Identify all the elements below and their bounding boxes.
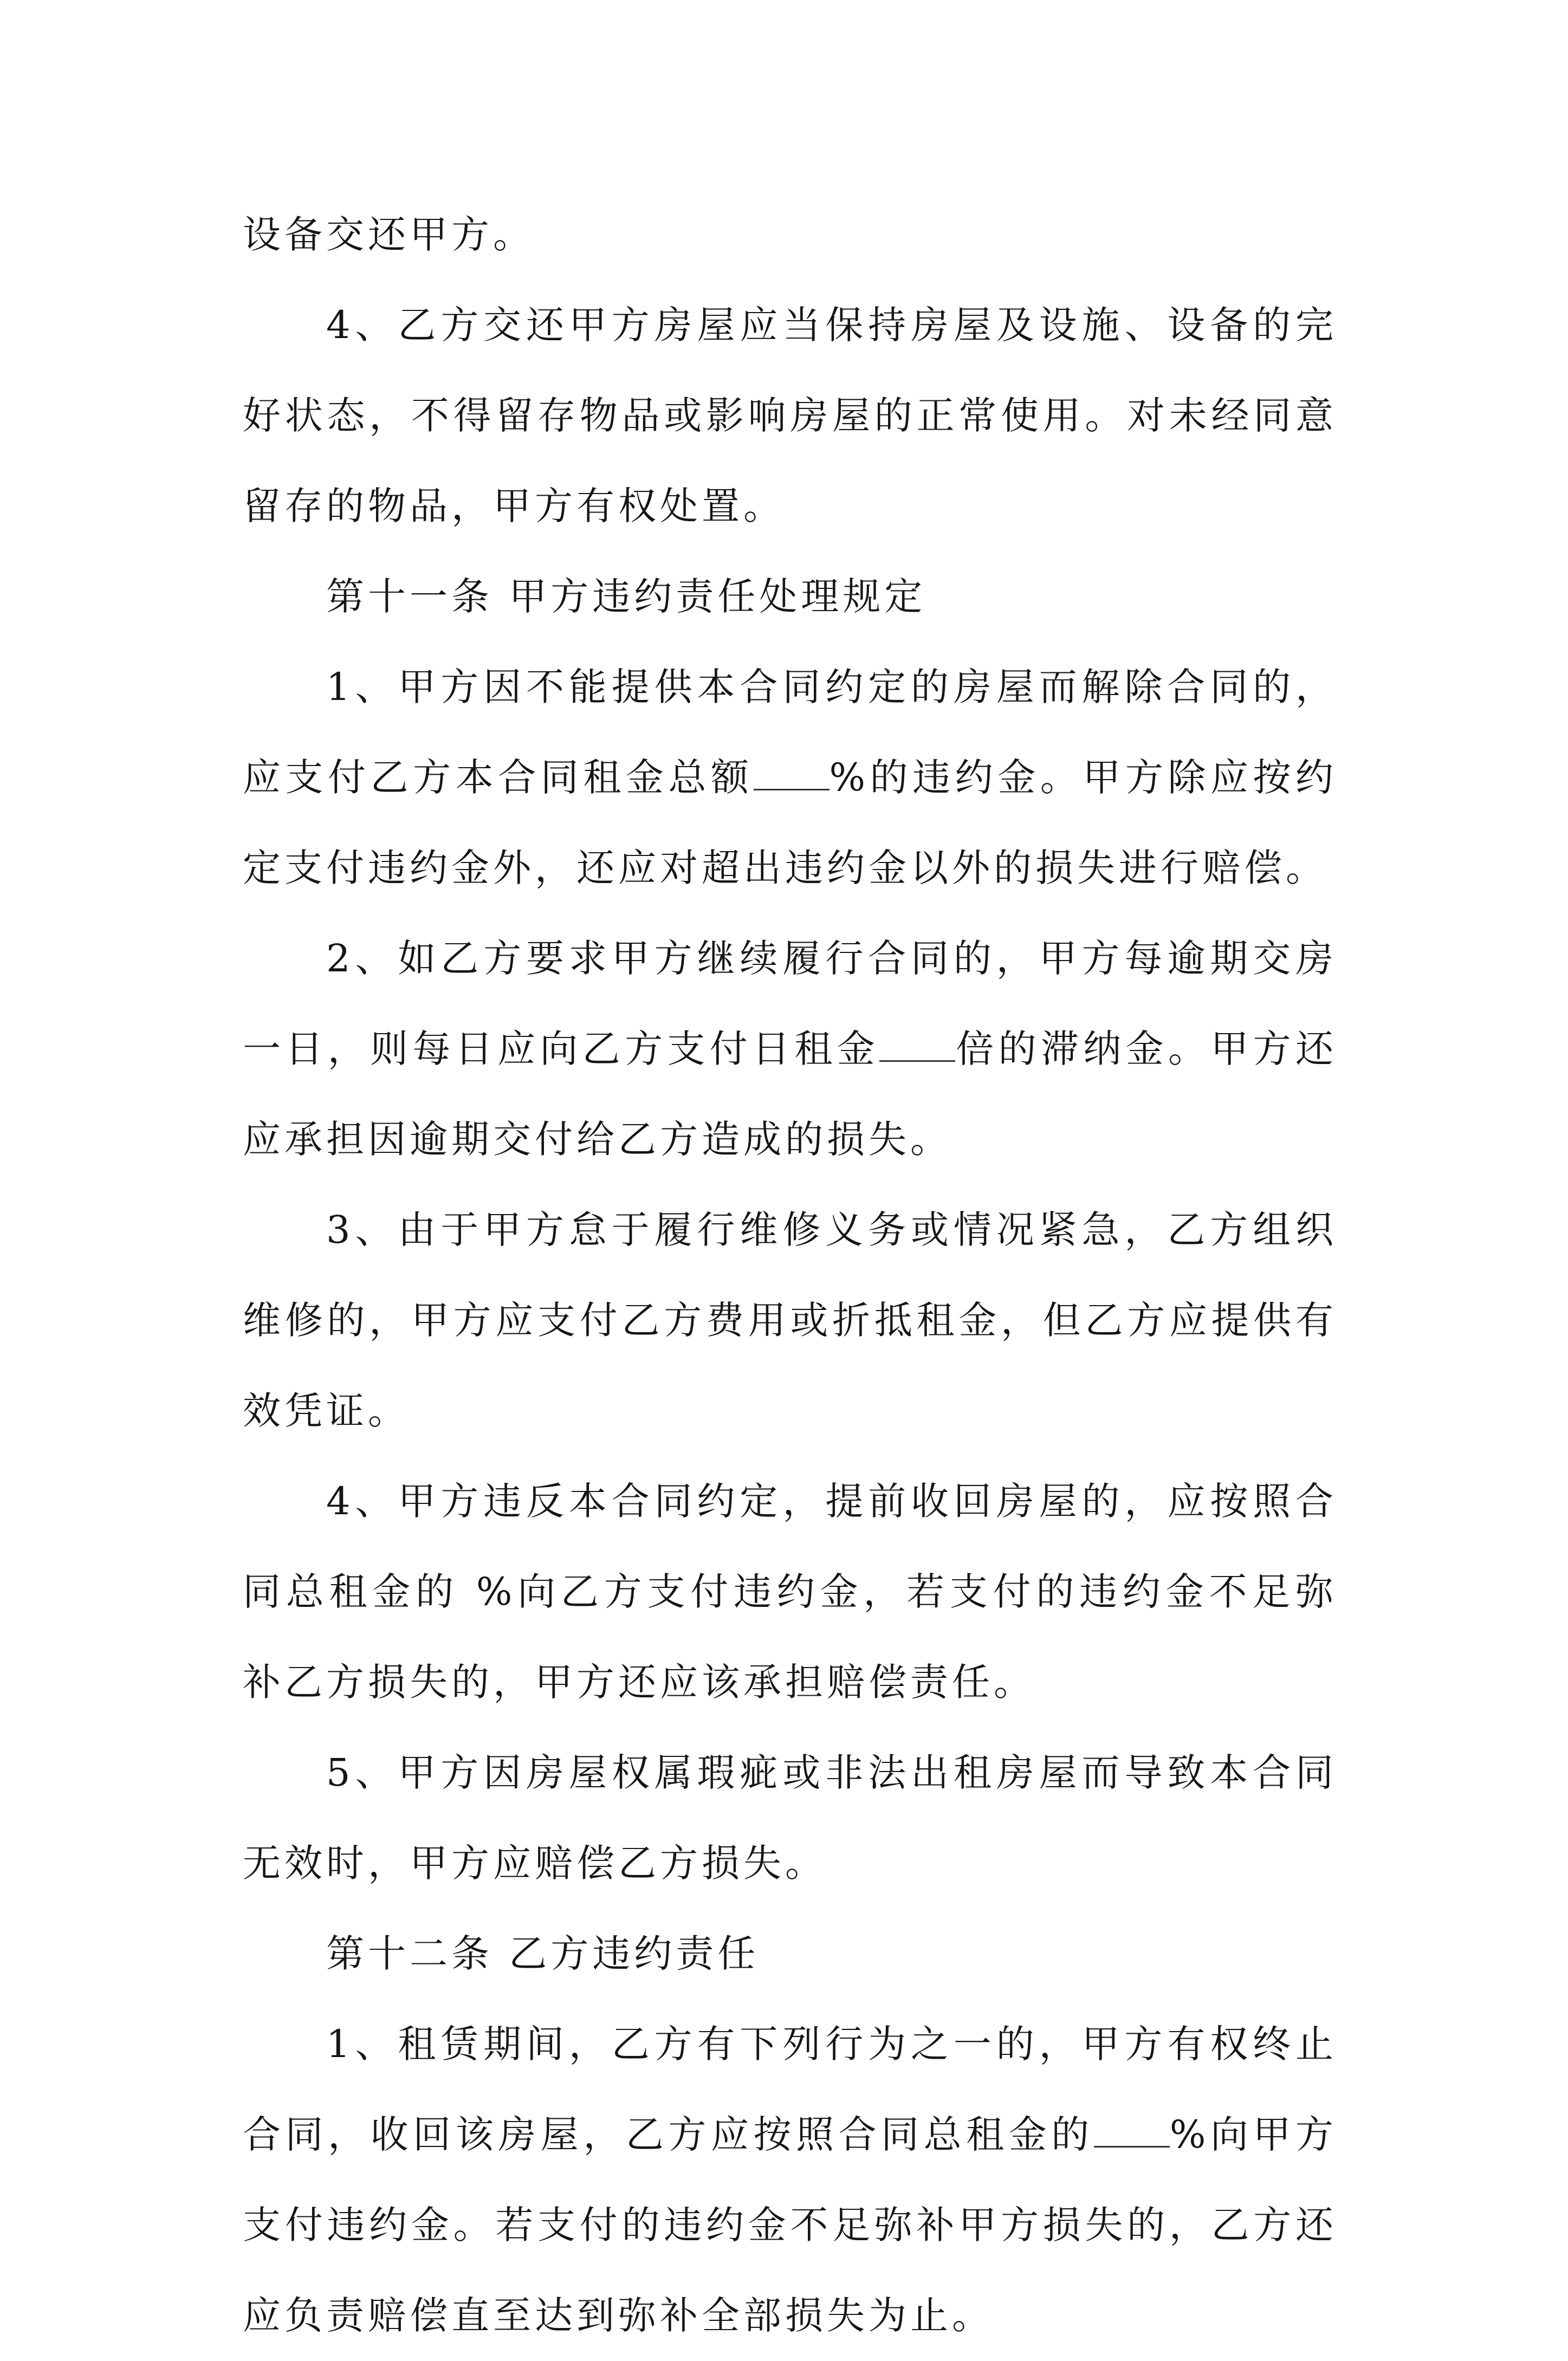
- heading-text: 第十一条 甲方违约责任处理规定: [326, 574, 926, 619]
- fill-in-blank: [1094, 2116, 1170, 2148]
- document-body: [243, 190, 1337, 2361]
- paragraph-text: 5、甲方因房屋权属瑕疵或非法出租房屋而导致本合同无效时，甲方应赔偿乙方损失。: [243, 1750, 1337, 1885]
- heading-text: 第十二条 乙方违约责任: [326, 1931, 760, 1976]
- paragraph-text-before-blank: 2、如乙方要求甲方继续履行合同的，甲方每逾期交房一日，则每日应向乙方支付日租金: [243, 936, 1337, 1071]
- paragraph-text-before-blank: 1、租赁期间，乙方有下列行为之一的，甲方有权终止合同，收回该房屋，乙方应按照合同总租金的: [243, 2022, 1337, 2157]
- paragraph-clause-11-5: [243, 1728, 1337, 1909]
- article-11-heading: [243, 552, 1337, 642]
- paragraph-clause-11-1: [243, 642, 1337, 913]
- article-12-heading: [243, 1909, 1337, 1999]
- paragraph-clause-11-3: [243, 1185, 1337, 1456]
- fill-in-blank: [754, 758, 830, 790]
- paragraph-text: 4、乙方交还甲方房屋应当保持房屋及设施、设备的完好状态，不得留存物品或影响房屋的正常使用。对未经同意留存的物品，甲方有权处置。: [243, 303, 1337, 528]
- paragraph-clause-11-2: [243, 913, 1337, 1185]
- paragraph-clause-10-4: [243, 280, 1337, 552]
- paragraph-continuation: [243, 190, 1337, 280]
- paragraph-text-after-blank: %的违约金。甲方除应按约定支付违约金外，还应对超出违约金以外的损失进行赔偿。: [243, 755, 1337, 890]
- paragraph-clause-12-1: [243, 1999, 1337, 2361]
- paragraph-text: 设备交还甲方。: [243, 212, 535, 257]
- paragraph-text: 3、由于甲方怠于履行维修义务或情况紧急，乙方组织维修的，甲方应支付乙方费用或折抵租金，但乙方应提供有效凭证。: [243, 1208, 1337, 1433]
- paragraph-text: 4、甲方违反本合同约定，提前收回房屋的，应按照合同总租金的 %向乙方支付违约金，若支付的违约金不足弥补乙方损失的，甲方还应该承担赔偿责任。: [243, 1479, 1337, 1704]
- paragraph-text-after-blank: 倍的滞纳金。甲方还应承担因逾期交付给乙方造成的损失。: [243, 1027, 1337, 1162]
- fill-in-blank: [879, 1030, 955, 1062]
- paragraph-text-before-blank: 1、甲方因不能提供本合同约定的房屋而解除合同的，应支付乙方本合同租金总额: [243, 665, 1337, 800]
- paragraph-clause-11-4: [243, 1456, 1337, 1728]
- paragraph-text-after-blank: %向甲方支付违约金。若支付的违约金不足弥补甲方损失的，乙方还应负责赔偿直至达到弥补全部损失为止。: [243, 2112, 1338, 2338]
